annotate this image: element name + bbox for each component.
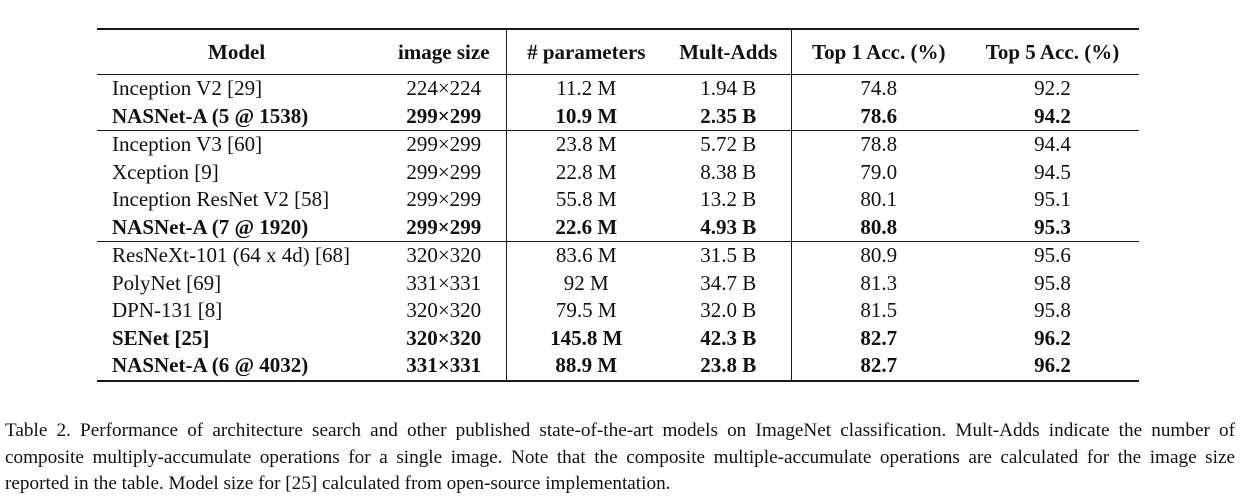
top1-acc-cell: 79.0 [791,159,966,187]
header-top1-acc: Top 1 Acc. (%) [791,29,966,75]
model-cell: Inception V3 [60] [112,132,263,156]
top1-acc-cell: 82.7 [791,352,966,381]
table-row [97,75,1139,103]
model-cell: NASNet-A (7 @ 1920) [112,214,309,239]
mult-adds-cell: 2.35 B [700,103,757,128]
header-image-size: image size [397,39,490,64]
parameters-cell: 11.2 M [506,75,666,103]
image-size-cell: 320×320 [406,243,482,267]
table-row [97,214,1139,242]
top5-acc-cell: 95.6 [1034,243,1071,267]
image-size-cell: 299×299 [406,187,482,211]
model-cell: NASNet-A (5 @ 1538) [112,103,309,128]
top1-acc-cell: 80.8 [791,214,966,242]
table-row [97,352,1139,381]
model-cell: DPN-131 [8] [112,298,223,322]
top1-acc-cell: 80.1 [791,186,966,214]
table-row [97,103,1139,131]
table-row [97,186,1139,214]
table-row [97,159,1139,187]
image-size-cell: 224×224 [406,76,482,100]
image-size-cell: 299×299 [406,159,482,184]
mult-adds-cell: 4.93 B [700,214,757,239]
top5-acc-cell: 95.8 [1034,298,1071,322]
top5-acc-cell: 95.8 [1034,270,1071,295]
results-table [97,28,1139,382]
parameters-cell: 22.8 M [506,159,666,187]
mult-adds-cell: 13.2 B [700,187,757,211]
top5-acc-cell: 96.2 [1034,325,1071,350]
model-cell: ResNeXt-101 (64 x 4d) [68] [112,243,350,267]
parameters-cell: 10.9 M [506,103,666,131]
table-header [97,29,1139,75]
top1-acc-cell: 78.6 [791,103,966,131]
table-row [97,242,1139,270]
top5-acc-cell: 94.2 [1034,103,1071,128]
image-size-cell: 331×331 [406,270,482,295]
model-cell: Inception ResNet V2 [58] [112,187,330,211]
top1-acc-cell: 81.5 [791,297,966,325]
parameters-cell: 22.6 M [506,214,666,242]
table-caption: Table 2. Performance of architecture search and other published state-of-the-art models on ImageNet classification. Mult-Adds indicate the number of composite multiply-accumulate operations for a single image. Note that the composite multiple-accumulate operations are calculated for the image size reported in the table. Model size for [25] calculated from open-source implementation. [5,420,1235,494]
table-row [97,131,1139,159]
image-size-cell: 320×320 [406,298,482,322]
top1-acc-cell: 78.8 [791,131,966,159]
top5-acc-cell: 92.2 [1034,76,1071,100]
parameters-cell: 88.9 M [506,352,666,381]
header-model: Model [208,39,266,64]
table-row [97,297,1139,325]
header-mult-adds: Mult-Adds [679,39,778,64]
mult-adds-cell: 8.38 B [700,159,757,184]
model-cell: Xception [9] [112,159,219,184]
top1-acc-cell: 82.7 [791,325,966,353]
top5-acc-cell: 94.4 [1034,132,1071,156]
header-top5-acc: Top 5 Acc. (%) [985,39,1120,64]
top5-acc-cell: 94.5 [1034,159,1071,184]
mult-adds-cell: 23.8 B [700,353,757,377]
header-row [97,29,1139,75]
mult-adds-cell: 32.0 B [700,298,757,322]
mult-adds-cell: 5.72 B [700,132,757,156]
top5-acc-cell: 96.2 [1034,353,1071,377]
mult-adds-cell: 34.7 B [700,270,757,295]
table-row [97,270,1139,298]
top1-acc-cell: 80.9 [791,242,966,270]
parameters-cell: 79.5 M [506,297,666,325]
image-size-cell: 299×299 [406,214,482,239]
top5-acc-cell: 95.1 [1034,187,1071,211]
top1-acc-cell: 81.3 [791,270,966,298]
image-size-cell: 299×299 [406,132,482,156]
parameters-cell: 55.8 M [506,186,666,214]
model-cell: NASNet-A (6 @ 4032) [112,353,309,377]
parameters-cell: 145.8 M [506,325,666,353]
header-parameters: # parameters [506,29,666,75]
table-body [97,75,1139,381]
table-row [97,325,1139,353]
model-cell: Inception V2 [29] [112,76,263,100]
parameters-cell: 83.6 M [506,242,666,270]
model-cell: SENet [25] [112,325,210,350]
image-size-cell: 299×299 [406,103,482,128]
top5-acc-cell: 95.3 [1034,214,1071,239]
top1-acc-cell: 74.8 [791,75,966,103]
image-size-cell: 320×320 [406,325,482,350]
model-cell: PolyNet [69] [112,270,222,295]
parameters-cell: 92 M [506,270,666,298]
mult-adds-cell: 42.3 B [700,325,757,350]
parameters-cell: 23.8 M [506,131,666,159]
mult-adds-cell: 1.94 B [700,76,757,100]
image-size-cell: 331×331 [406,353,482,377]
mult-adds-cell: 31.5 B [700,243,757,267]
